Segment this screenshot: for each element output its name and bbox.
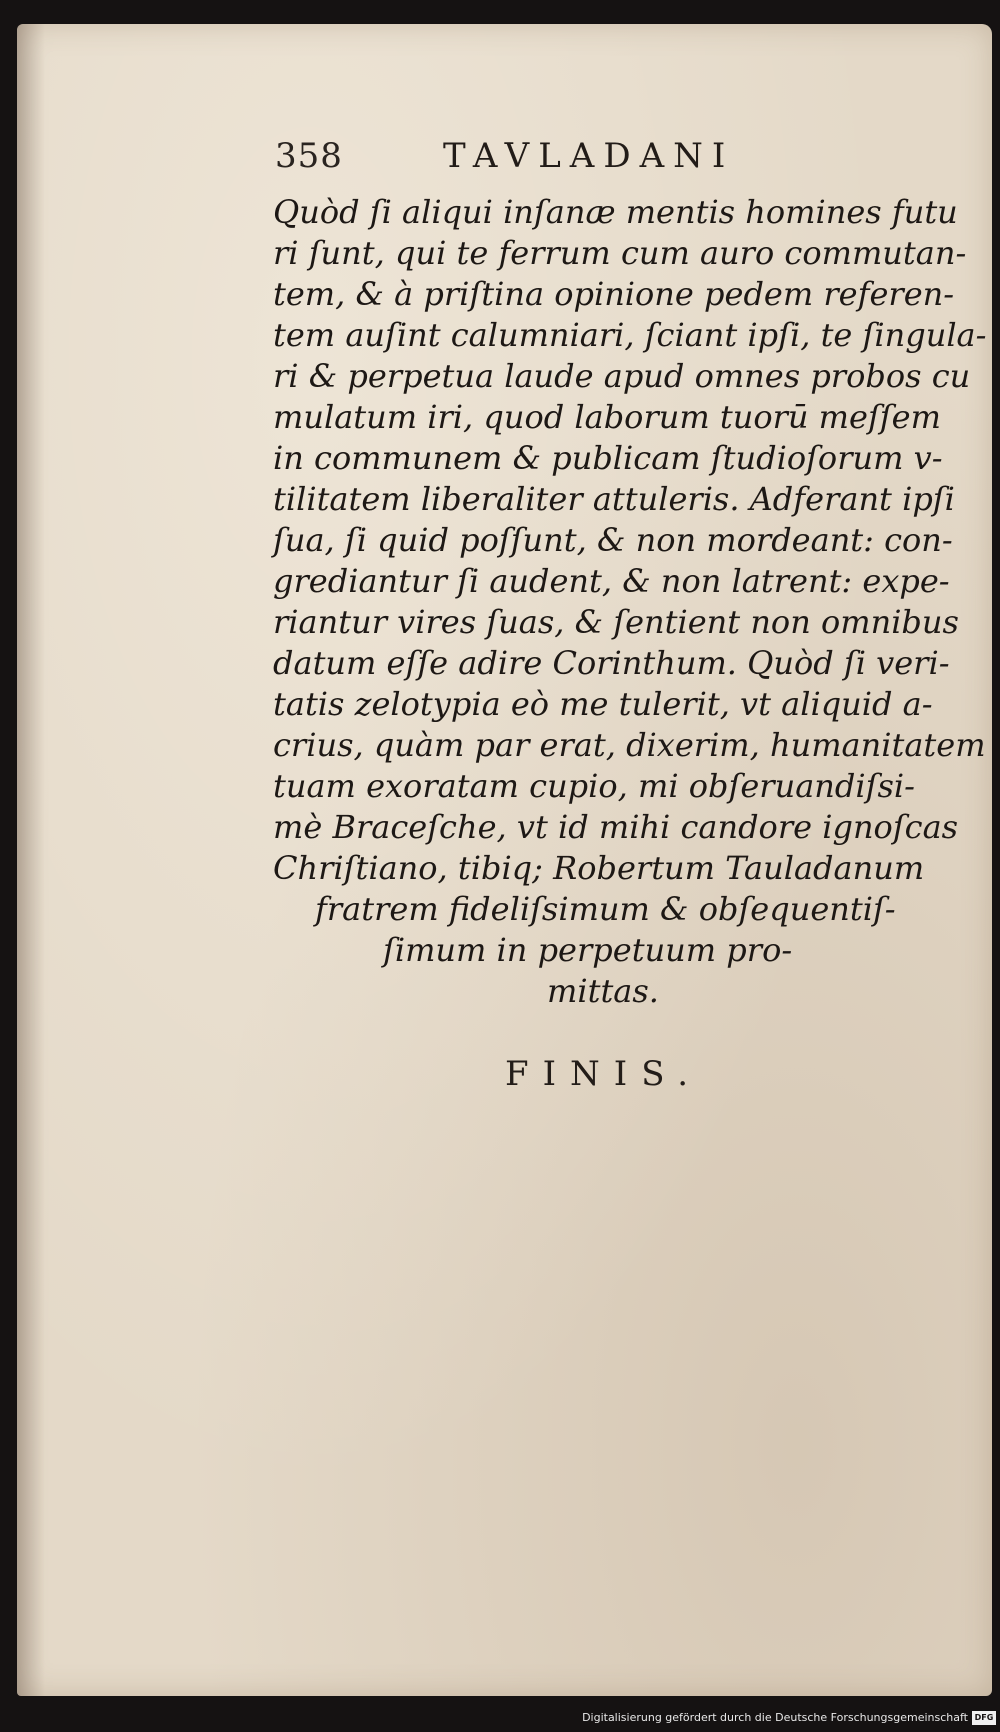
text-line: ſua, ſi quid poſſunt, & non mordeant: con-: [273, 521, 953, 559]
text-line: ſimum in perpetuum pro-: [383, 931, 793, 969]
text-line: fratrem fideliſsimum & obſequentiſ-: [315, 890, 896, 928]
text-line: Quòd ſi aliqui inſanæ mentis homines futu: [273, 193, 958, 231]
text-line: grediantur ſi audent, & non latrent: expe-: [273, 562, 950, 600]
funding-note: Digitalisierung gefördert durch die Deutsche Forschungsgemeinschaft: [582, 1711, 968, 1724]
text-line: tem auſint calumniari, ſciant ipſi, te ſingula-: [273, 316, 987, 354]
text-line: tem, & à priſtina opinione pedem referen-: [273, 275, 955, 313]
text-line: in communem & publicam ſtudioſorum v-: [273, 439, 943, 477]
page-header: [275, 136, 785, 186]
footer-strip: [0, 1702, 1000, 1732]
spine-shadow: [17, 24, 45, 1696]
book-page: [17, 24, 992, 1696]
text-line: ri ſunt, qui te ferrum cum auro commutan-: [273, 234, 967, 272]
text-line: datum eſſe adire Corinthum. Quòd ſi veri-: [273, 644, 950, 682]
page-number: 358: [275, 136, 343, 176]
text-line: crius, quàm par erat, dixerim, humanitatem: [273, 726, 986, 764]
bleed-through-texture: [287, 984, 927, 1384]
text-line: riantur vires ſuas, & ſentient non omnibus: [273, 603, 959, 641]
text-line: mulatum iri, quod laborum tuorū meſſem: [273, 398, 941, 436]
text-line: ri & perpetua laude apud omnes probos cu: [273, 357, 971, 395]
text-line: tatis zelotypia eò me tulerit, vt aliquid a-: [273, 685, 933, 723]
finis-mark: FINIS.: [505, 1054, 703, 1094]
text-line: Chriſtiano, tibiq; Robertum Tauladanum: [273, 849, 925, 887]
body-text: [273, 192, 987, 1012]
text-line: tuam exoratam cupio, mi obſeruandiſsi-: [273, 767, 915, 805]
text-line: tilitatem liberaliter attuleris. Adferant ipſi: [273, 480, 955, 518]
running-title: TAVLADANI: [443, 136, 735, 176]
dfg-logo-icon: DFG: [972, 1711, 996, 1725]
text-line: mè Braceſche, vt id mihi candore ignoſcas: [273, 808, 959, 846]
text-line: mittas.: [547, 972, 659, 1010]
